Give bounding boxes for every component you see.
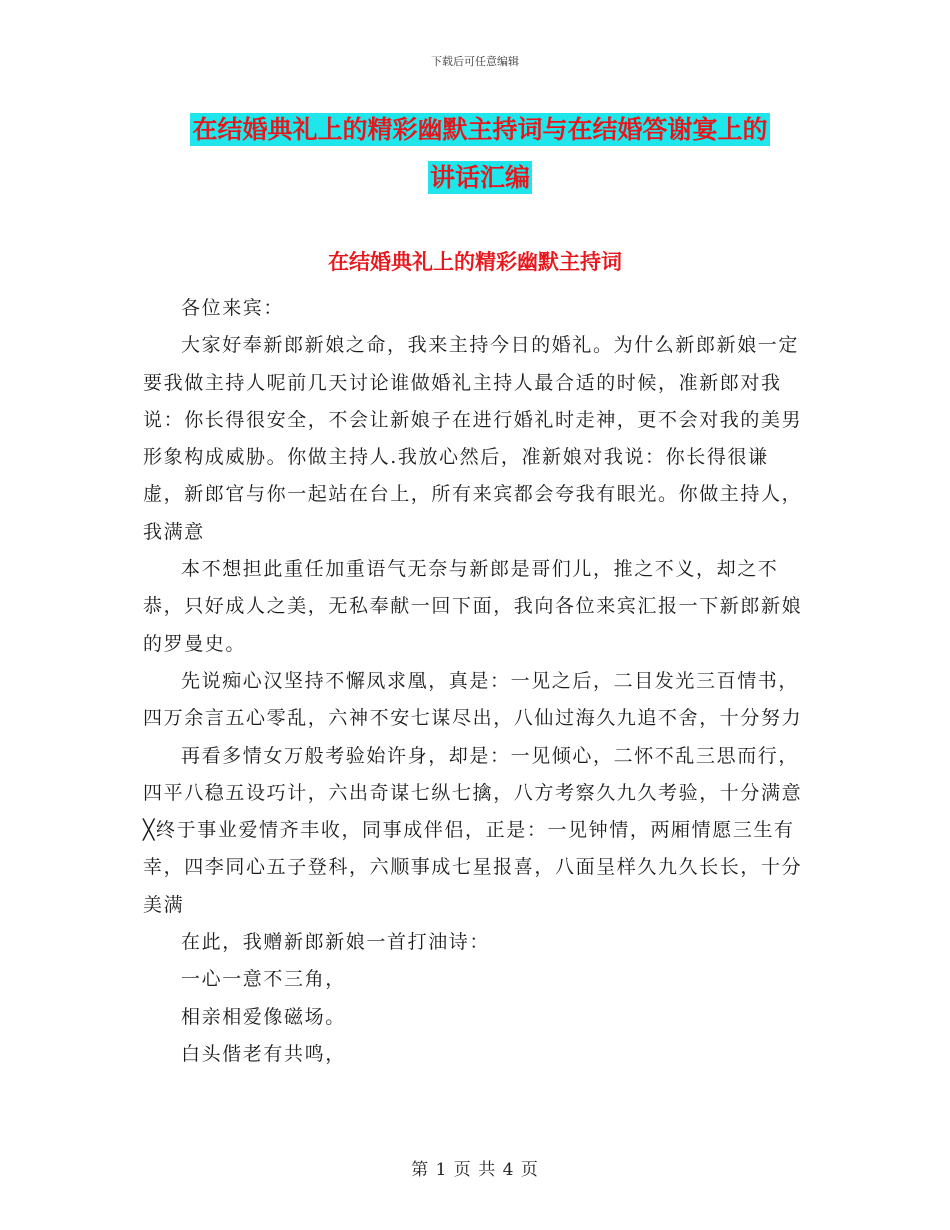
poem-line: 白头偕老有共鸣， [181, 1042, 346, 1065]
page-footer: 第 1 页 共 4 页 [411, 1160, 539, 1180]
poem-line: 一心一意不三角， [181, 968, 346, 991]
body-text [143, 290, 806, 1073]
header-note: 下载后可任意编辑 [431, 55, 519, 68]
poem-line: 相亲相爱像磁场。 [181, 1005, 346, 1028]
document-title-line-1: 在结婚典礼上的精彩幽默主持词与在结婚答谢宴上的 [192, 115, 768, 144]
paragraph: 再看多情女万般考验始许身，却是：一见倾心，二怀不乱三思而行，四平八稳五设巧计，六出奇谋七纵七擒，八方考察久九久考验，十分满意╳终于事业爱情齐丰收，同事成伴侣，正是：一见钟情，两厢情愿三生有幸，四李同心五子登科，六顺事成七星报喜，八面呈样久九久长长，十分美满 [143, 744, 803, 916]
document-title-line-2: 讲话汇编 [429, 163, 530, 192]
paragraph: 先说痴心汉坚持不懈凤求凰，真是：一见之后，二目发光三百情书，四万余言五心零乱，六神不安七谋尽出，八仙过海久九追不舍，十分努力 [143, 669, 803, 730]
paragraph: 各位来宾： [181, 297, 285, 319]
paragraph: 在此，我赠新郎新娘一首打油诗： [181, 931, 491, 954]
paragraph: 本不想担此重任加重语气无奈与新郎是哥们儿，推之不义，却之不恭，只好成人之美，无私奉献一回下面，我向各位来宾汇报一下新郎新娘的罗曼史。 [143, 558, 803, 655]
paragraph: 大家好奉新郎新娘之命，我来主持今日的婚礼。为什么新郎新娘一定要我做主持人呢前几天讨论谁做婚礼主持人最合适的时候，准新郎对我说：你长得很安全，不会让新娘子在进行婚礼时走神，更不会对我的美男形象构成威胁。你做主持人.我放心然后，准新娘对我说：你长得很谦虚，新郎官与你一起站在台上，所有来宾都会夸我有眼光。你做主持人，我满意 [143, 334, 803, 543]
document-title [150, 106, 810, 202]
section-title: 在结婚典礼上的精彩幽默主持词 [328, 250, 622, 274]
